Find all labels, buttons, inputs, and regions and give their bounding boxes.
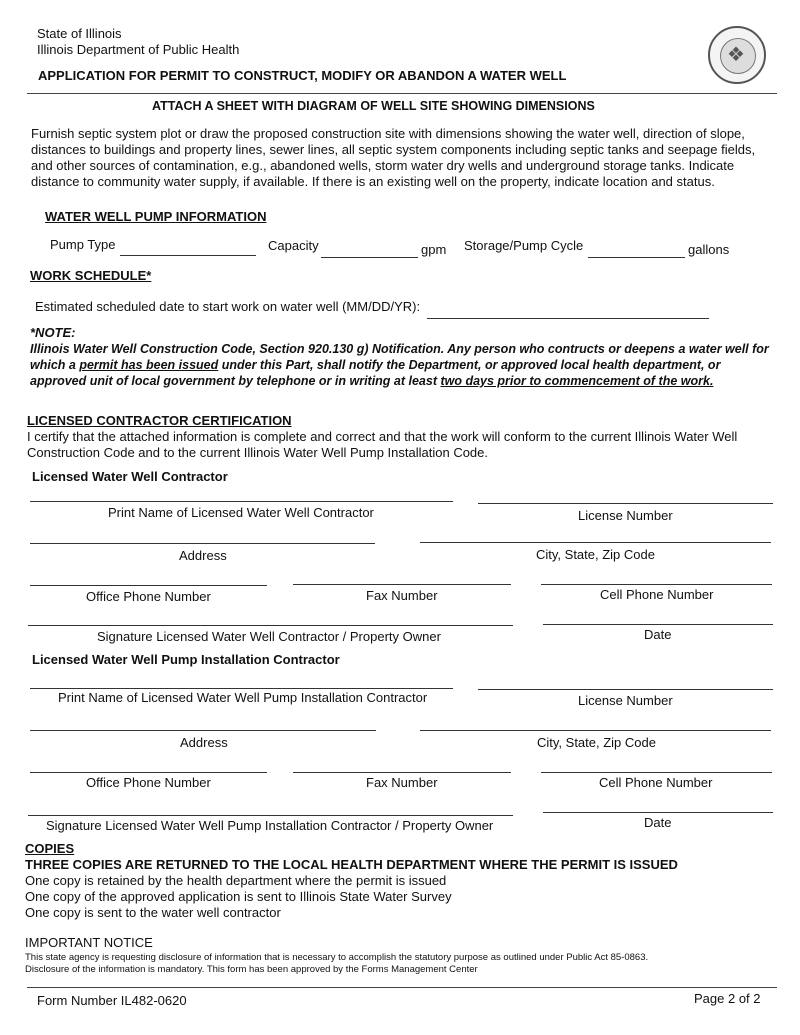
pump-name-line[interactable] (30, 688, 453, 689)
pump-date-label: Date (644, 815, 672, 830)
copies-subheading: THREE COPIES ARE RETURNED TO THE LOCAL HEALTH DEPARTMENT WHERE THE PERMIT IS ISSUED (25, 857, 678, 872)
pump-contractor-heading: Licensed Water Well Pump Installation Contractor (32, 652, 340, 667)
pump-print-name-label: Print Name of Licensed Water Well Pump Installation Contractor (58, 690, 428, 705)
pump-city-label: City, State, Zip Code (537, 735, 656, 750)
well-city-label: City, State, Zip Code (536, 547, 655, 562)
capacity-label: Capacity (268, 238, 319, 253)
footer-divider (27, 987, 777, 988)
well-fax-line[interactable] (293, 584, 511, 585)
copies-heading: COPIES (25, 841, 75, 856)
well-date-line[interactable] (543, 624, 773, 625)
attach-heading: ATTACH A SHEET WITH DIAGRAM OF WELL SITE SHOWING DIMENSIONS (152, 99, 595, 113)
pump-license-line[interactable] (478, 689, 773, 690)
pump-type-field[interactable] (120, 239, 256, 256)
note-text: Illinois Water Well Construction Code, Section 920.130 g) Notification. Any person who contructs or deepens a water well for which a permit has been issued under this Part, shall notify the Department, or approved local health department, or approved unit of local government by telephone or in writing at least two days prior to commencement of the work. (30, 342, 769, 388)
two-days-text: two days prior to commencement of the work. (440, 374, 714, 388)
capacity-field[interactable] (321, 241, 418, 258)
capacity-unit: gpm (421, 242, 447, 257)
pump-signature-label: Signature Licensed Water Well Pump Installation Contractor / Property Owner (46, 818, 494, 833)
state-seal (708, 26, 766, 84)
certification-text: I certify that the attached information is complete and correct and that the work will conform to the current Illinois Water Well Construction Code and to the current Illinois Water Well Pump Installation Code. (27, 429, 738, 460)
well-license-line[interactable] (478, 503, 773, 504)
well-fax-label: Fax Number (366, 588, 438, 603)
well-date-label: Date (644, 627, 672, 642)
well-name-line[interactable] (30, 501, 453, 502)
well-office-phone-line[interactable] (30, 585, 267, 586)
certification-heading: LICENSED CONTRACTOR CERTIFICATION (27, 413, 292, 428)
form-title: APPLICATION FOR PERMIT TO CONSTRUCT, MODIFY OR ABANDON A WATER WELL (38, 68, 567, 83)
pump-license-label: License Number (578, 693, 673, 708)
start-date-field[interactable] (427, 302, 709, 319)
notice-line-2: Disclosure of the information is mandatory. This form has been approved by the Forms Management Center (25, 964, 478, 975)
start-date-label: Estimated scheduled date to start work on water well (MM/DD/YR): (35, 299, 421, 314)
pump-type-label: Pump Type (50, 237, 116, 252)
copies-line-2: One copy of the approved application is sent to Illinois State Water Survey (25, 889, 452, 904)
pump-cycle-field[interactable] (588, 241, 685, 258)
form-number: Form Number IL482-0620 (37, 993, 187, 1008)
well-license-label: License Number (578, 508, 673, 523)
copies-line-3: One copy is sent to the water well contractor (25, 905, 281, 920)
pump-date-line[interactable] (543, 812, 773, 813)
notice-line-1: This state agency is requesting disclosure of information that is necessary to accomplish the statutory purpose as outlined under Public Act 85-0863. (25, 952, 649, 963)
copies-line-1: One copy is retained by the health department where the permit is issued (25, 873, 447, 888)
pump-cell-line[interactable] (541, 772, 772, 773)
well-contractor-heading: Licensed Water Well Contractor (32, 469, 228, 484)
well-cell-line[interactable] (541, 584, 772, 585)
well-city-line[interactable] (420, 542, 771, 543)
notice-heading: IMPORTANT NOTICE (25, 935, 153, 950)
pump-city-line[interactable] (420, 730, 771, 731)
attach-instructions: Furnish septic system plot or draw the proposed construction site with dimensions showing the water well, direction of slope, distances to buildings and property lines, sewer lines, all septic system components including septic tanks and seepage fields, and other sources of contamination, e.g., abandoned wells, storm water dry wells and underground storage tanks. Indicate distance to community water supply, if available. If there is an existing well on the property, indicate location and status. (31, 126, 756, 189)
pump-address-line[interactable] (30, 730, 376, 731)
pump-info-heading: WATER WELL PUMP INFORMATION (45, 209, 267, 224)
well-signature-line[interactable] (28, 625, 513, 626)
pump-signature-line[interactable] (28, 815, 513, 816)
pump-office-phone-label: Office Phone Number (86, 775, 211, 790)
well-print-name-label: Print Name of Licensed Water Well Contractor (108, 505, 374, 520)
header-divider (27, 93, 777, 94)
eagle-icon: ❖ (727, 44, 745, 66)
department-name: Illinois Department of Public Health (37, 42, 240, 57)
pump-fax-line[interactable] (293, 772, 511, 773)
well-address-label: Address (179, 548, 227, 563)
page-number: Page 2 of 2 (694, 991, 761, 1006)
note-heading: *NOTE: (30, 325, 76, 340)
pump-address-label: Address (180, 735, 228, 750)
pump-cell-label: Cell Phone Number (599, 775, 713, 790)
well-address-line[interactable] (30, 543, 375, 544)
permit-issued-text: permit has been issued (79, 358, 219, 372)
state-name: State of Illinois (37, 26, 122, 41)
well-signature-label: Signature Licensed Water Well Contractor / Property Owner (97, 629, 441, 644)
well-cell-label: Cell Phone Number (600, 587, 714, 602)
work-schedule-heading: WORK SCHEDULE* (30, 268, 152, 283)
pump-fax-label: Fax Number (366, 775, 438, 790)
pump-office-phone-line[interactable] (30, 772, 267, 773)
pump-cycle-unit: gallons (688, 242, 730, 257)
well-office-phone-label: Office Phone Number (86, 589, 211, 604)
pump-cycle-label: Storage/Pump Cycle (464, 238, 584, 253)
